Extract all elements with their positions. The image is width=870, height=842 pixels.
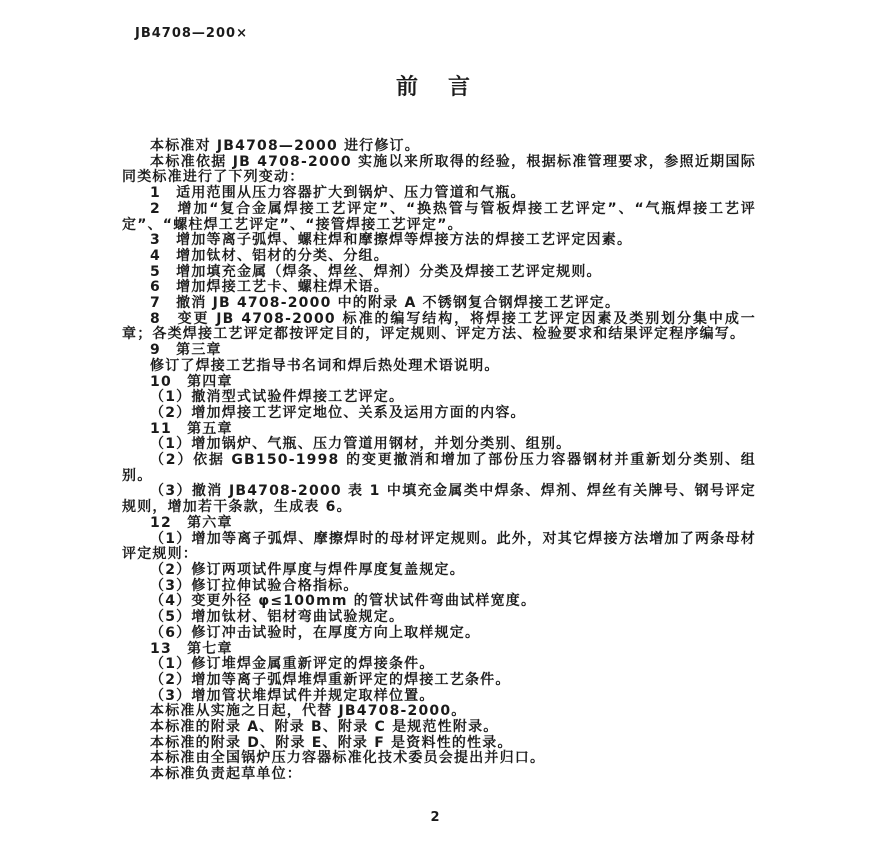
standard-number: JB4708—200×	[135, 26, 248, 41]
paragraph: 6 增加焊接工艺卡、螺柱焊术语。	[150, 279, 389, 296]
paragraph: （5）增加钛材、铝材弯曲试验规定。	[150, 609, 405, 626]
paragraph: 本标准由全国锅炉压力容器标准化技术委员会提出并归口。	[150, 750, 546, 767]
paragraph: 5 增加填充金属（焊条、焊丝、焊剂）分类及焊接工艺评定规则。	[150, 263, 602, 280]
paragraph: （2）修订两项试件厚度与焊件厚度复盖规定。	[150, 561, 465, 578]
paragraph: （1）修订堆焊金属重新评定的焊接条件。	[150, 656, 435, 673]
paragraph: 7 撤消 JB 4708-2000 中的附录 A 不锈钢复合钢焊接工艺评定。	[150, 295, 621, 312]
paragraph: 11 第五章	[150, 420, 233, 437]
paragraph: 本标准负责起草单位：	[150, 766, 302, 783]
paragraph: 10 第四章	[150, 373, 233, 390]
paragraph: （2）依据 GB150-1998 的变更撤消和增加了部份压力容器钢材并重新划分类别、组别。	[122, 452, 756, 484]
paragraph: 9 第三章	[150, 342, 222, 359]
paragraph: （3）修订拉伸试验合格指标。	[150, 577, 359, 594]
paragraph: 13 第七章	[150, 640, 233, 657]
paragraph: （4）变更外径 φ≤100mm 的管状试件弯曲试样宽度。	[150, 593, 537, 610]
paragraph: （2）增加焊接工艺评定地位、关系及运用方面的内容。	[150, 404, 526, 421]
document-body	[122, 139, 756, 783]
paragraph: 本标准的附录 A、附录 B、附录 C 是规范性附录。	[150, 719, 499, 736]
paragraph: （1）增加锅炉、气瓶、压力管道用钢材，并划分类别、组别。	[150, 436, 572, 453]
paragraph: （1）增加等离子弧焊、摩擦焊时的母材评定规则。此外，对其它焊接方法增加了两条母材评定规则：	[122, 530, 756, 563]
paragraph: （2）增加等离子弧焊堆焊重新评定的焊接工艺条件。	[150, 671, 511, 688]
paragraph: 本标准从实施之日起，代替 JB4708-2000。	[150, 703, 467, 720]
paragraph: 本标准对 JB4708—2000 进行修订。	[150, 138, 420, 154]
page-number: 2	[430, 810, 440, 825]
paragraph: 3 增加等离子弧焊、螺柱焊和摩擦焊等焊接方法的焊接工艺评定因素。	[150, 232, 633, 249]
paragraph: 4 增加钛材、铝材的分类、分组。	[150, 247, 389, 264]
paragraph: 修订了焊接工艺指导书名词和焊后热处理术语说明。	[150, 357, 500, 374]
paragraph: 本标准依据 JB 4708-2000 实施以来所取得的经验，根据标准管理要求，参照近期国际同类标准进行了下列变动：	[122, 153, 756, 186]
paragraph: 8 变更 JB 4708-2000 标准的编写结构，将焊接工艺评定因素及类别划分集中成一章；各类焊接工艺评定都按评定目的，评定规则、评定方法、检验要求和结果评定程序编写。	[122, 310, 756, 343]
paragraph: （1）撤消型式试验件焊接工艺评定。	[150, 389, 405, 406]
page-title: 前 言	[395, 75, 474, 100]
paragraph: （3）撤消 JB4708-2000 表 1 中填充金属类中焊条、焊剂、焊丝有关牌号、钢号评定规则，增加若干条款，生成表 6。	[122, 483, 756, 516]
paragraph: 2 增加“复合金属焊接工艺评定”、“换热管与管板焊接工艺评定”、“气瓶焊接工艺评定”、“螺柱焊工艺评定”、“接管焊接工艺评定”。	[122, 200, 756, 233]
paragraph: 本标准的附录 D、附录 E、附录 F 是资料性的性录。	[150, 734, 513, 751]
paragraph: （6）修订冲击试验时，在厚度方向上取样规定。	[150, 624, 481, 641]
paragraph: 12 第六章	[150, 514, 233, 531]
paragraph: 1 适用范围从压力容器扩大到锅炉、压力管道和气瓶。	[150, 185, 526, 202]
paragraph: （3）增加管状堆焊试件并规定取样位置。	[150, 687, 435, 704]
